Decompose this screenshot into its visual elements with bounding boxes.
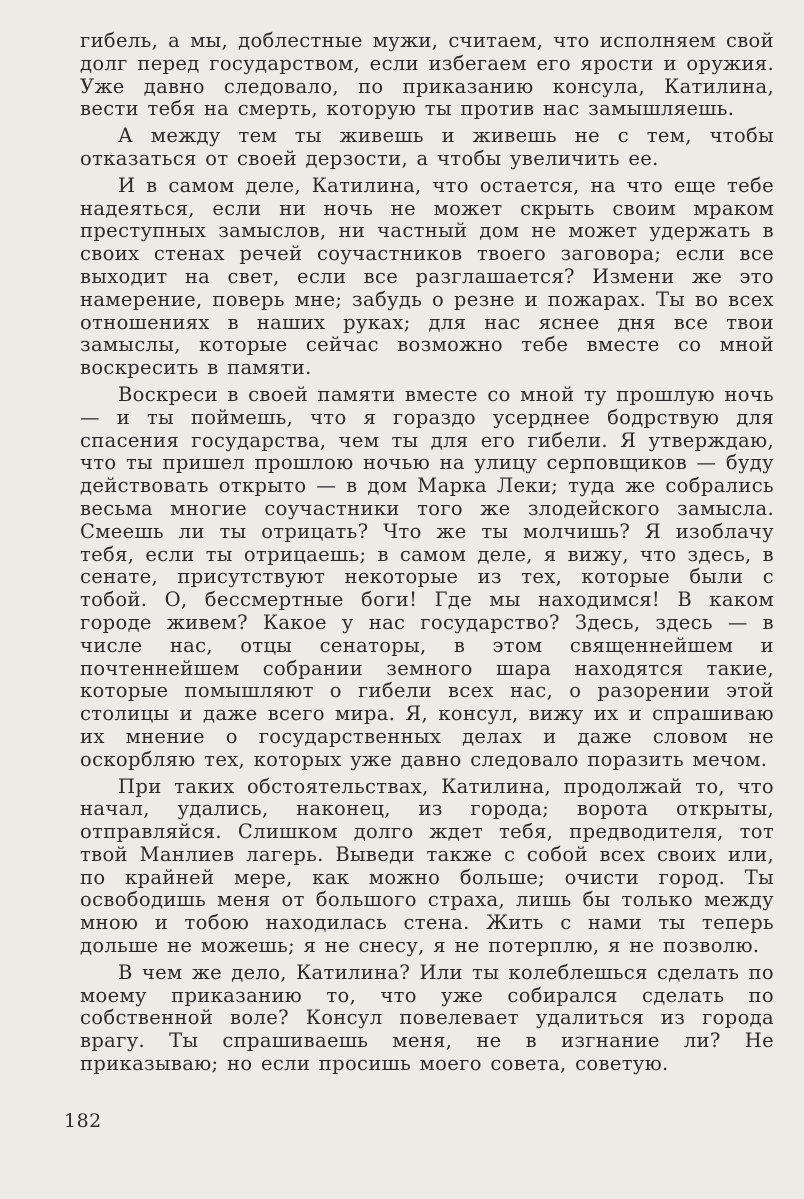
paragraph-3: И в самом деле, Катилина, что остается, на что еще тебе надеяться, если ни ночь не может скрыть своим мраком преступных замыслов, ни частный дом не может удержать в своих стенах речей соучастников твоего заговора; если все выходит на свет, если все разглашается? Измени же это намерение, поверь мне; забудь о резне и пожарах. Ты во всех отношениях в наших руках; для нас яснее дня все твои замыслы, которые сейчас возможно тебе вместе со мной воскресить в памяти. (80, 173, 774, 380)
paragraph-1: гибель, а мы, доблестные мужи, считаем, что исполняем свой долг перед государством, если избегаем его ярости и оружия. Уже давно следовало, по приказанию консула, Катилина, вести тебя на смерть, которую ты против нас замышляешь. (80, 29, 774, 121)
paragraph-6: В чем же дело, Катилина? Или ты колеблешься сделать по моему приказанию то, что уже собирался сделать по собственной воле? Консул повелевает удалиться из города врагу. Ты спрашиваешь меня, не в изгнание ли? Не приказываю; но если просишь моего совета, советую. (80, 960, 774, 1076)
page-body (80, 30, 774, 1080)
page-number: 182 (64, 1110, 102, 1132)
paragraph-4: Воскреси в своей памяти вместе со мной ту прошлую ночь — и ты поймешь, что я гораздо усерднее бодрствую для спасения государства, чем ты для его гибели. Я утверждаю, что ты пришел прошлою ночью на улицу серповщиков — буду действовать открыто — в дом Марка Леки; туда же собрались весьма многие соучастники того же злодейского замысла. Смеешь ли ты отрицать? Что же ты молчишь? Я изоблачу тебя, если ты отрицаешь; в самом деле, я вижу, что здесь, в сенате, присутствуют некоторые из тех, которые были с тобой. О, бессмертные боги! Где мы находимся! В каком городе живем? Какое у нас государство? Здесь, здесь — в числе нас, отцы сенаторы, в этом священнейшем и почтеннейшем собрании земного шара находятся такие, которые помышляют о гибели всех нас, о разорении этой столицы и даже всего мира. Я, консул, вижу их и спрашиваю их мнение о государственных делах и даже словом не оскорбляю тех, которых уже давно следовало поразить мечом. (80, 382, 774, 771)
paragraph-2: А между тем ты живешь и живешь не с тем, чтобы отказаться от своей дерзости, а чтобы увеличить ее. (80, 124, 774, 170)
paragraph-5: При таких обстоятельствах, Катилина, продолжай то, что начал, удались, наконец, из города; ворота открыты, отправляйся. Слишком долго ждет тебя, предводителя, тот твой Манлиев лагерь. Выведи также с собой всех своих или, по крайней мере, как можно больше; очисти город. Ты освободишь меня от большого страха, лишь бы только между мною и тобою находилась стена. Жить с нами ты теперь дольше не можешь; я не снесу, я не потерплю, я не позволю. (80, 774, 774, 958)
